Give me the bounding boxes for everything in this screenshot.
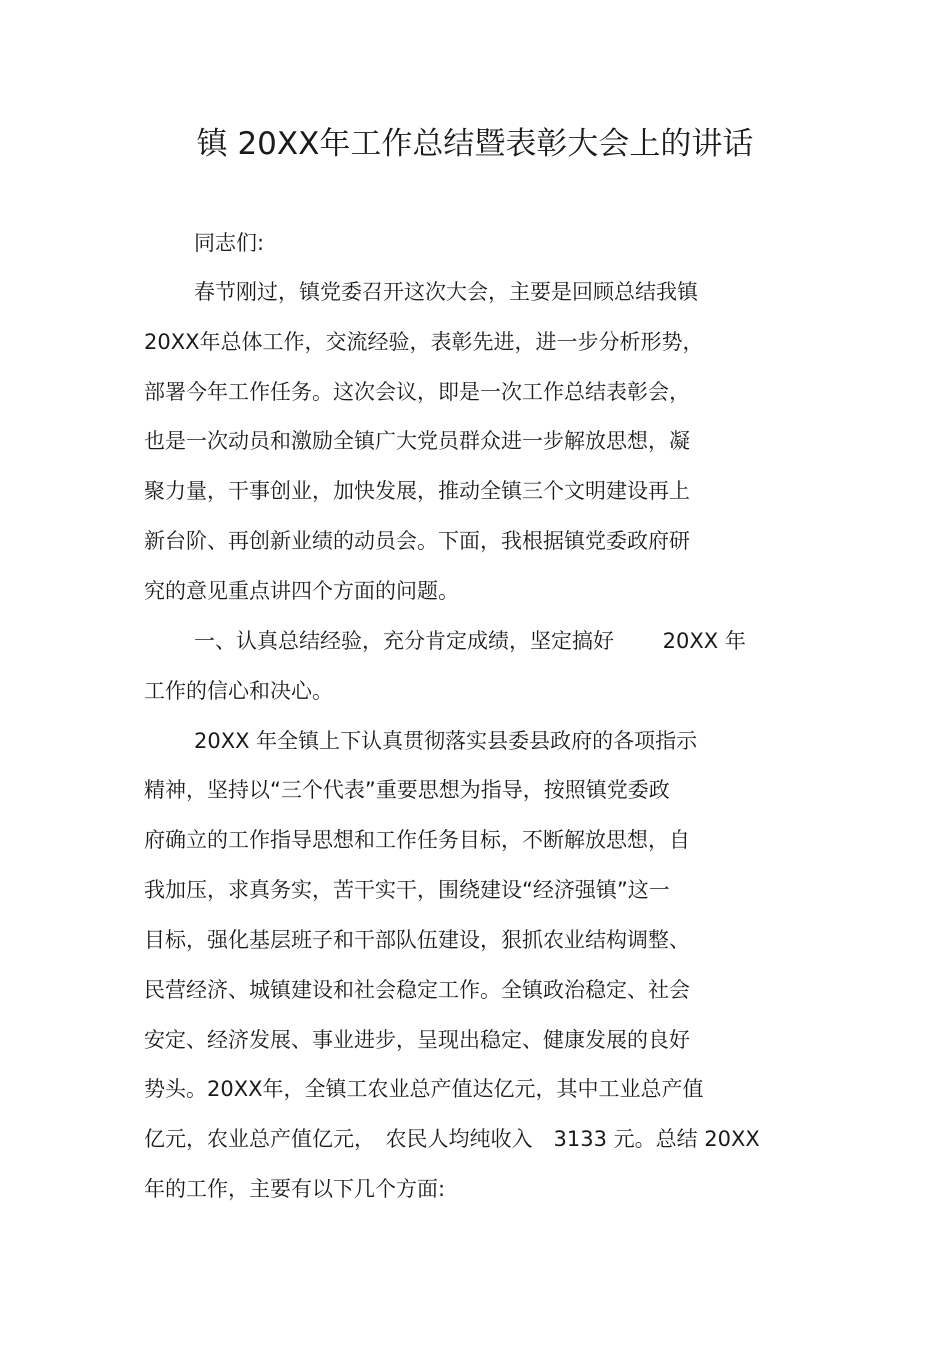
- paragraph-line: 20XX年总体工作，交流经验，表彰先进，进一步分析形势，: [144, 330, 704, 354]
- paragraph-line: 春节刚过，镇党委召开这次大会，主要是回顾总结我镇: [194, 280, 698, 304]
- paragraph-line: 也是一次动员和激励全镇广大党员群众进一步解放思想，凝: [144, 429, 690, 453]
- paragraph-line: 安定、经济发展、事业进步，呈现出稳定、健康发展的良好: [144, 1028, 690, 1052]
- section-heading-line: 工作的信心和决心。: [144, 679, 333, 703]
- paragraph-line: 精神，坚持以“三个代表”重要思想为指导，按照镇党委政: [144, 778, 670, 802]
- section-heading-line: 一、认真总结经验，充分肯定成绩，坚定搞好 20XX 年: [194, 629, 746, 653]
- paragraph-line: 我加压，求真务实，苦干实干，围绕建设“经济强镇”这一: [144, 878, 670, 902]
- paragraph-line: 目标，强化基层班子和干部队伍建设，狠抓农业结构调整、: [144, 928, 690, 952]
- paragraph-line: 新台阶、再创新业绩的动员会。下面，我根据镇党委政府研: [144, 529, 690, 553]
- paragraph-line: 究的意见重点讲四个方面的问题。: [144, 579, 459, 603]
- paragraph-line: 势头。20XX年，全镇工农业总产值达亿元，其中工业总产值: [144, 1077, 704, 1101]
- salutation: 同志们:: [194, 231, 265, 255]
- document-title: 镇 20XX年工作总结暨表彰大会上的讲话: [196, 126, 754, 162]
- paragraph-line: 府确立的工作指导思想和工作任务目标，不断解放思想，自: [144, 828, 690, 852]
- paragraph-line: 聚力量，干事创业，加快发展，推动全镇三个文明建设再上: [144, 479, 690, 503]
- paragraph-line: 亿元，农业总产值亿元， 农民人均纯收入 3133 元。总结 20XX: [144, 1127, 760, 1151]
- paragraph-line: 年的工作，主要有以下几个方面:: [144, 1177, 446, 1201]
- paragraph-line: 部署今年工作任务。这次会议，即是一次工作总结表彰会，: [144, 380, 690, 404]
- paragraph-line: 民营经济、城镇建设和社会稳定工作。全镇政治稳定、社会: [144, 978, 690, 1002]
- paragraph-line: 20XX 年全镇上下认真贯彻落实县委县政府的各项指示: [194, 729, 698, 753]
